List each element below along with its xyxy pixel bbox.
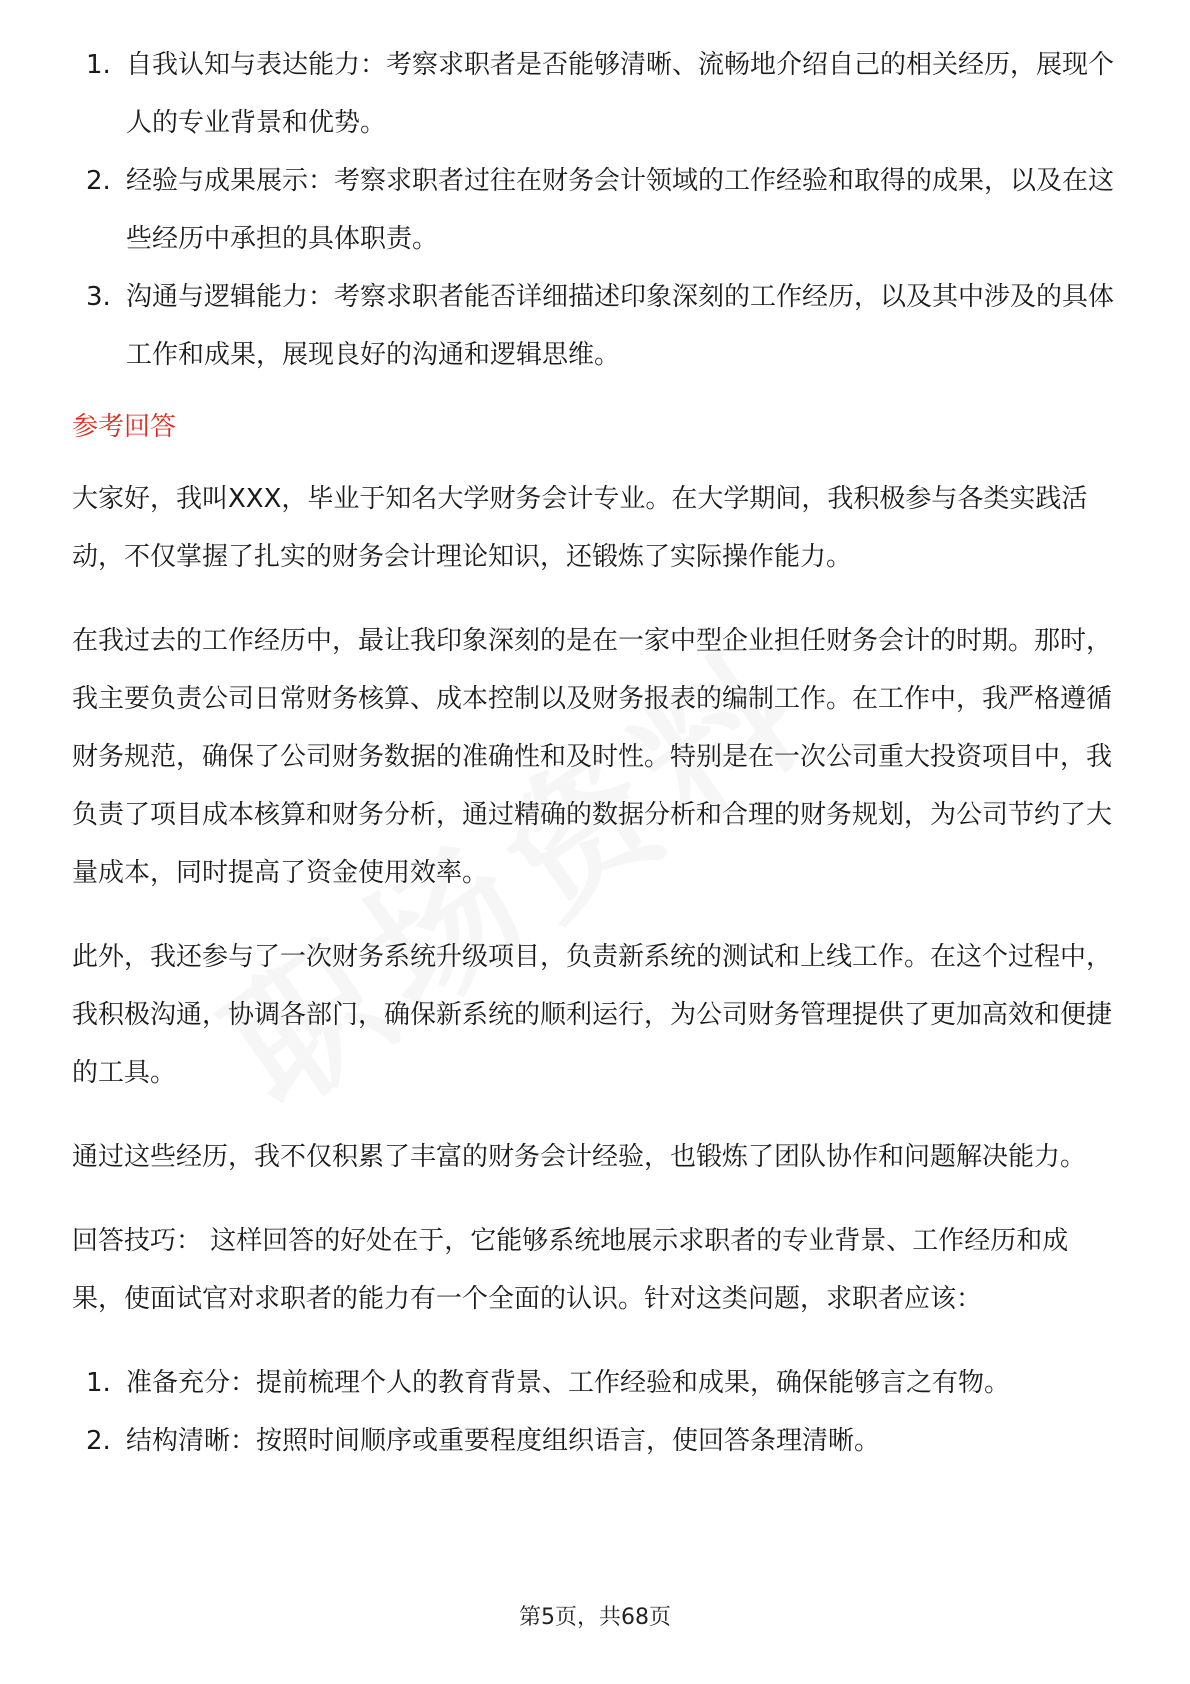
- criteria-list: [72, 36, 1118, 384]
- answer-heading: 参考回答: [72, 412, 177, 442]
- list-item: [72, 1412, 1118, 1470]
- list-text: 结构清晰：按照时间顺序或重要程度组织语言，使回答条理清晰。: [126, 1426, 881, 1456]
- list-item: [72, 1354, 1118, 1412]
- list-text: 准备充分：提前梳理个人的教育背景、工作经验和成果，确保能够言之有物。: [126, 1368, 1011, 1398]
- list-item: [72, 36, 1118, 152]
- page-footer: 第5页，共68页: [519, 1605, 671, 1630]
- list-item: [72, 268, 1118, 384]
- list-item: [72, 152, 1118, 268]
- answer-paragraph: 通过这些经历，我不仅积累了丰富的财务会计经验，也锻炼了团队协作和问题解决能力。: [72, 1142, 1087, 1172]
- page-content: [72, 36, 1118, 1470]
- list-text: 经验与成果展示：考察求职者过往在财务会计领域的工作经验和取得的成果，以及在这些经历中承担的具体职责。: [126, 166, 1115, 254]
- list-number: 3.: [86, 282, 111, 312]
- list-text: 自我认知与表达能力：考察求职者是否能够清晰、流畅地介绍自己的相关经历，展现个人的专业背景和优势。: [126, 50, 1115, 138]
- answer-paragraph: 此外，我还参与了一次财务系统升级项目，负责新系统的测试和上线工作。在这个过程中，我积极沟通，协调各部门，确保新系统的顺利运行，为公司财务管理提供了更加高效和便捷的工具。: [72, 942, 1113, 1088]
- answer-paragraph: 在我过去的工作经历中，最让我印象深刻的是在一家中型企业担任财务会计的时期。那时，我主要负责公司日常财务核算、成本控制以及财务报表的编制工作。在工作中，我严格遵循财务规范，确保了公司财务数据的准确性和及时性。特别是在一次公司重大投资项目中，我负责了项目成本核算和财务分析，通过精确的数据分析和合理的财务规划，为公司节约了大量成本，同时提高了资金使用效率。: [72, 626, 1113, 888]
- list-number: 2.: [86, 1426, 111, 1456]
- list-number: 2.: [86, 166, 111, 196]
- tips-paragraph: 回答技巧： 这样回答的好处在于，它能够系统地展示求职者的专业背景、工作经历和成果，使面试官对求职者的能力有一个全面的认识。针对这类问题，求职者应该：: [72, 1226, 1069, 1314]
- list-number: 1.: [86, 50, 111, 80]
- answer-paragraph: 大家好，我叫XXX，毕业于知名大学财务会计专业。在大学期间，我积极参与各类实践活动，不仅掌握了扎实的财务会计理论知识，还锻炼了实际操作能力。: [72, 484, 1088, 572]
- list-text: 沟通与逻辑能力：考察求职者能否详细描述印象深刻的工作经历，以及其中涉及的具体工作和成果，展现良好的沟通和逻辑思维。: [126, 282, 1115, 370]
- tips-list: [72, 1354, 1118, 1470]
- list-number: 1.: [86, 1368, 111, 1398]
